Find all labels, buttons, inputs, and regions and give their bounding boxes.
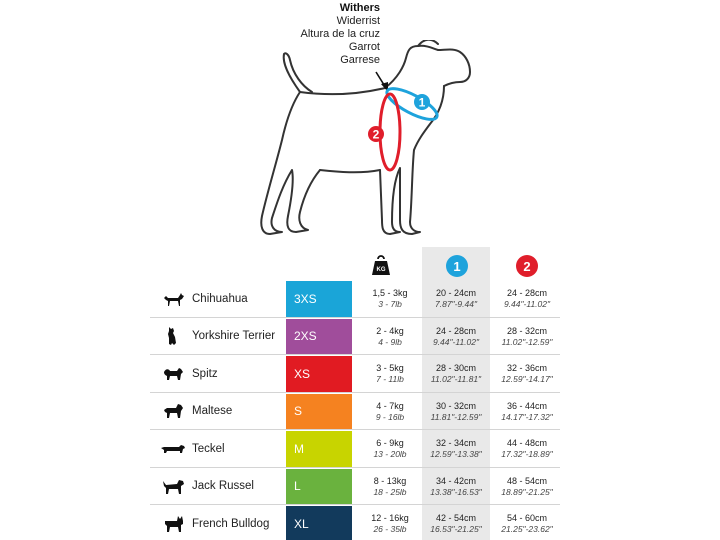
weight-cell	[355, 355, 425, 393]
chest-cm: 44 - 48cm	[506, 438, 548, 449]
weight-lb: 13 - 20lb	[373, 449, 407, 460]
size-chart-table	[150, 247, 560, 540]
chest-cell	[492, 430, 562, 468]
table-row	[150, 393, 560, 431]
neck-in: 12.59"-13.38"	[430, 449, 482, 460]
neck-badge-number: 1	[418, 95, 426, 110]
weight-lb: 18 - 25lb	[373, 486, 407, 497]
size-label: S	[286, 394, 352, 430]
size-label: XL	[286, 506, 352, 540]
size-label: XS	[286, 356, 352, 392]
chest-cell	[492, 393, 562, 431]
weight-lb: 4 - 9lb	[378, 336, 402, 347]
neck-in: 7.87"-9.44"	[435, 299, 477, 310]
breed-name: Maltese	[192, 405, 233, 418]
weight-cell	[355, 280, 425, 318]
withers-title: Withers	[339, 2, 380, 14]
weight-kg: 8 - 13kg	[373, 475, 407, 486]
neck-cell	[421, 280, 491, 318]
neck-cm: 42 - 54cm	[435, 513, 477, 524]
breed-name: French Bulldog	[192, 517, 270, 530]
chest-in: 14.17"-17.32"	[501, 411, 553, 422]
withers-translation: Widerrist	[336, 15, 380, 27]
table-row	[150, 280, 560, 318]
neck-in: 16.53"-21.25"	[430, 524, 482, 535]
chest-in: 9.44"-11.02"	[503, 299, 551, 310]
neck-cell	[421, 468, 491, 506]
table-row	[150, 505, 560, 540]
breed-name: Yorkshire Terrier	[192, 330, 276, 343]
chest-cm: 54 - 60cm	[506, 513, 548, 524]
weight-cell	[355, 393, 425, 431]
chest-cm: 28 - 32cm	[506, 325, 548, 336]
kg-icon-text: KG	[376, 267, 386, 273]
chest-in: 18.89"-21.25"	[501, 486, 553, 497]
table-row	[150, 355, 560, 393]
maltese-icon	[160, 398, 186, 424]
neck-column-badge: 1	[446, 255, 468, 277]
size-label: M	[286, 431, 352, 467]
teckel-icon	[160, 436, 186, 462]
neck-cm: 28 - 30cm	[435, 363, 477, 374]
weight-kg: 1,5 - 3kg	[372, 288, 408, 299]
size-label: 2XS	[286, 319, 352, 355]
neck-cm: 30 - 32cm	[435, 400, 477, 411]
neck-in: 11.81"-12.59"	[430, 411, 482, 422]
neck-cell	[421, 355, 491, 393]
weight-lb: 7 - 11lb	[376, 374, 404, 385]
breed-name: Spitz	[192, 367, 218, 380]
chest-cell	[492, 318, 562, 356]
weight-lb: 9 - 16lb	[375, 411, 405, 422]
neck-cell	[421, 318, 491, 356]
weight-kg: 6 - 9kg	[376, 438, 404, 449]
weight-kg: 12 - 16kg	[371, 513, 409, 524]
chest-in: 21.25"-23.62"	[501, 524, 553, 535]
weight-lb: 26 - 35lb	[373, 524, 407, 535]
neck-cell	[421, 505, 491, 540]
chest-cell	[492, 355, 562, 393]
table-row	[150, 430, 560, 468]
neck-in: 11.02"-11.81"	[430, 374, 482, 385]
weight-cell	[355, 505, 425, 540]
withers-translation: Altura de la cruz	[300, 28, 380, 40]
neck-cm: 32 - 34cm	[435, 438, 477, 449]
size-label: L	[286, 469, 352, 505]
yorkshire-terrier-icon	[160, 323, 186, 349]
neck-in: 13.38"-16.53"	[430, 486, 482, 497]
chest-cm: 32 - 36cm	[506, 363, 548, 374]
table-row	[150, 468, 560, 506]
kg-weight-icon	[370, 255, 392, 277]
chest-cell	[492, 505, 562, 540]
breed-name: Teckel	[192, 442, 225, 455]
neck-cm: 24 - 28cm	[435, 325, 477, 336]
weight-cell	[355, 430, 425, 468]
neck-measure-loop	[383, 83, 441, 125]
jack-russel-icon	[160, 473, 186, 499]
weight-kg: 4 - 7kg	[376, 400, 404, 411]
neck-cm: 34 - 42cm	[435, 475, 477, 486]
chest-badge-number: 2	[372, 127, 380, 142]
spitz-icon	[160, 361, 186, 387]
french-bulldog-icon	[160, 511, 186, 537]
withers-translation: Garrese	[340, 54, 380, 66]
withers-translation: Garrot	[348, 41, 380, 53]
size-label: 3XS	[286, 281, 352, 317]
neck-cell	[421, 393, 491, 431]
chest-cell	[492, 468, 562, 506]
chest-column-badge: 2	[516, 255, 538, 277]
neck-in: 9.44"-11.02"	[432, 336, 480, 347]
chest-cell	[492, 280, 562, 318]
chihuahua-icon	[160, 286, 186, 312]
weight-lb: 3 - 7lb	[378, 299, 402, 310]
chest-in: 17.32"-18.89"	[501, 449, 553, 460]
dog-outline	[261, 40, 470, 234]
breed-name: Chihuahua	[192, 292, 248, 305]
breed-name: Jack Russel	[192, 480, 254, 493]
chest-cm: 24 - 28cm	[506, 288, 548, 299]
weight-kg: 2 - 4kg	[376, 325, 404, 336]
weight-cell	[355, 318, 425, 356]
chest-cm: 48 - 54cm	[506, 475, 548, 486]
chest-in: 12.59"-14.17"	[501, 374, 553, 385]
chest-cm: 36 - 44cm	[506, 400, 548, 411]
dog-measurement-illustration	[230, 40, 490, 240]
table-row	[150, 318, 560, 356]
weight-kg: 3 - 5kg	[376, 363, 404, 374]
chest-in: 11.02"-12.59"	[501, 336, 553, 347]
neck-cell	[421, 430, 491, 468]
neck-cm: 20 - 24cm	[435, 288, 477, 299]
weight-cell	[355, 468, 425, 506]
